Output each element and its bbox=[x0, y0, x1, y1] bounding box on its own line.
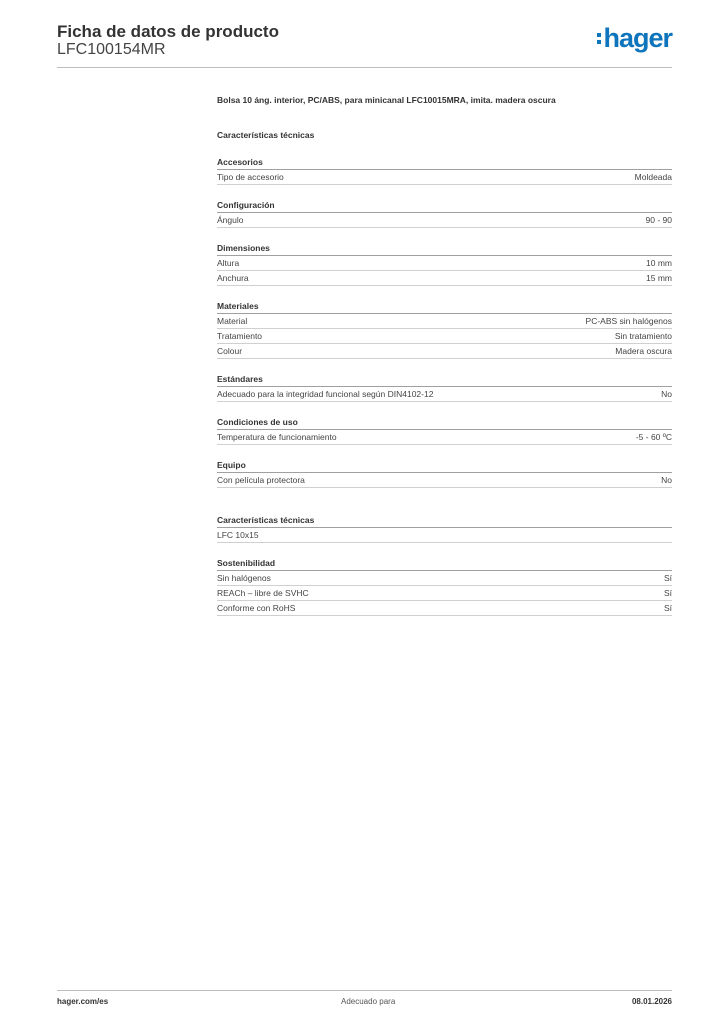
spec-label: Tratamiento bbox=[217, 331, 263, 341]
page-title: Ficha de datos de producto bbox=[57, 22, 279, 41]
spec-section-equipo bbox=[217, 459, 672, 488]
spec-row bbox=[217, 314, 672, 329]
spec-row bbox=[217, 329, 672, 344]
spec-row bbox=[217, 271, 672, 286]
spec-value: Sí bbox=[663, 573, 672, 583]
spec-value: Madera oscura bbox=[615, 346, 672, 356]
spec-label: LFC 10x15 bbox=[217, 530, 259, 540]
spec-section-materiales bbox=[217, 300, 672, 359]
spec-section-title: Condiciones de uso bbox=[217, 416, 672, 430]
spec-label: Tipo de accesorio bbox=[217, 172, 284, 182]
spec-label: Altura bbox=[217, 258, 240, 268]
spec-section-title: Dimensiones bbox=[217, 242, 672, 256]
spec-section-condiciones bbox=[217, 416, 672, 445]
spec-section-title: Materiales bbox=[217, 300, 672, 314]
spec-label: Temperatura de funcionamiento bbox=[217, 432, 337, 442]
spec-value: 90 - 90 bbox=[645, 215, 672, 225]
spec-label: Ángulo bbox=[217, 215, 244, 225]
spec-value: Sí bbox=[663, 603, 672, 613]
spec-row bbox=[217, 387, 672, 402]
product-description: Bolsa 10 áng. interior, PC/ABS, para minicanal LFC10015MRA, imita. madera oscura bbox=[217, 95, 556, 105]
spec-row bbox=[217, 344, 672, 359]
spec-row bbox=[217, 430, 672, 445]
spec-label: Colour bbox=[217, 346, 243, 356]
spec-section-estandares bbox=[217, 373, 672, 402]
header-divider bbox=[57, 67, 672, 68]
spec-section-title: Equipo bbox=[217, 459, 672, 473]
spec-value: No bbox=[661, 389, 672, 399]
spec-section-title: Estándares bbox=[217, 373, 672, 387]
spec-section-dimensiones bbox=[217, 242, 672, 286]
spec-label: Con película protectora bbox=[217, 475, 305, 485]
footer-website-link[interactable]: hager.com/es bbox=[57, 997, 109, 1006]
spec-row bbox=[217, 586, 672, 601]
footer-divider bbox=[57, 990, 672, 991]
spec-section-caracteristicas bbox=[217, 514, 672, 543]
spec-section-configuracion bbox=[217, 199, 672, 228]
spec-value: 15 mm bbox=[646, 273, 672, 283]
main-content bbox=[217, 94, 672, 616]
spec-value: Sí bbox=[663, 588, 672, 598]
hager-logo bbox=[597, 24, 672, 52]
spec-row bbox=[217, 528, 672, 543]
spec-row bbox=[217, 473, 672, 488]
spec-section-title: Sostenibilidad bbox=[217, 557, 672, 571]
spec-section-title: Características técnicas bbox=[217, 514, 672, 528]
spec-value: Sin tratamiento bbox=[614, 331, 672, 341]
spec-row bbox=[217, 256, 672, 271]
spec-label: Material bbox=[217, 316, 248, 326]
spec-row bbox=[217, 170, 672, 185]
spec-value: Moldeada bbox=[634, 172, 672, 182]
footer-date: 08.01.2026 bbox=[631, 997, 672, 1006]
page-footer bbox=[57, 997, 672, 1011]
spec-label: Sin halógenos bbox=[217, 573, 271, 583]
spec-row bbox=[217, 601, 672, 616]
footer-center-text: Adecuado para bbox=[341, 997, 396, 1006]
section-heading: Características técnicas bbox=[217, 130, 315, 140]
spec-value: No bbox=[661, 475, 672, 485]
logo-text: hager bbox=[603, 23, 672, 53]
spec-row bbox=[217, 213, 672, 228]
spec-label: Adecuado para la integridad funcional según DIN4102-12 bbox=[217, 389, 434, 399]
spec-value: 10 mm bbox=[646, 258, 672, 268]
spec-section-title: Accesorios bbox=[217, 156, 672, 170]
spec-label: REACh – libre de SVHC bbox=[217, 588, 309, 598]
page-header bbox=[57, 18, 672, 70]
spec-section-sostenibilidad bbox=[217, 557, 672, 616]
spec-section-title: Configuración bbox=[217, 199, 672, 213]
spec-section-accesorios bbox=[217, 156, 672, 185]
spec-row bbox=[217, 571, 672, 586]
product-code: LFC100154MR bbox=[57, 41, 166, 58]
logo-dots-icon bbox=[597, 33, 601, 44]
spec-label: Anchura bbox=[217, 273, 249, 283]
spec-label: Conforme con RoHS bbox=[217, 603, 296, 613]
spec-value: -5 - 60 ºC bbox=[635, 432, 672, 442]
spec-value: PC-ABS sin halógenos bbox=[585, 316, 672, 326]
